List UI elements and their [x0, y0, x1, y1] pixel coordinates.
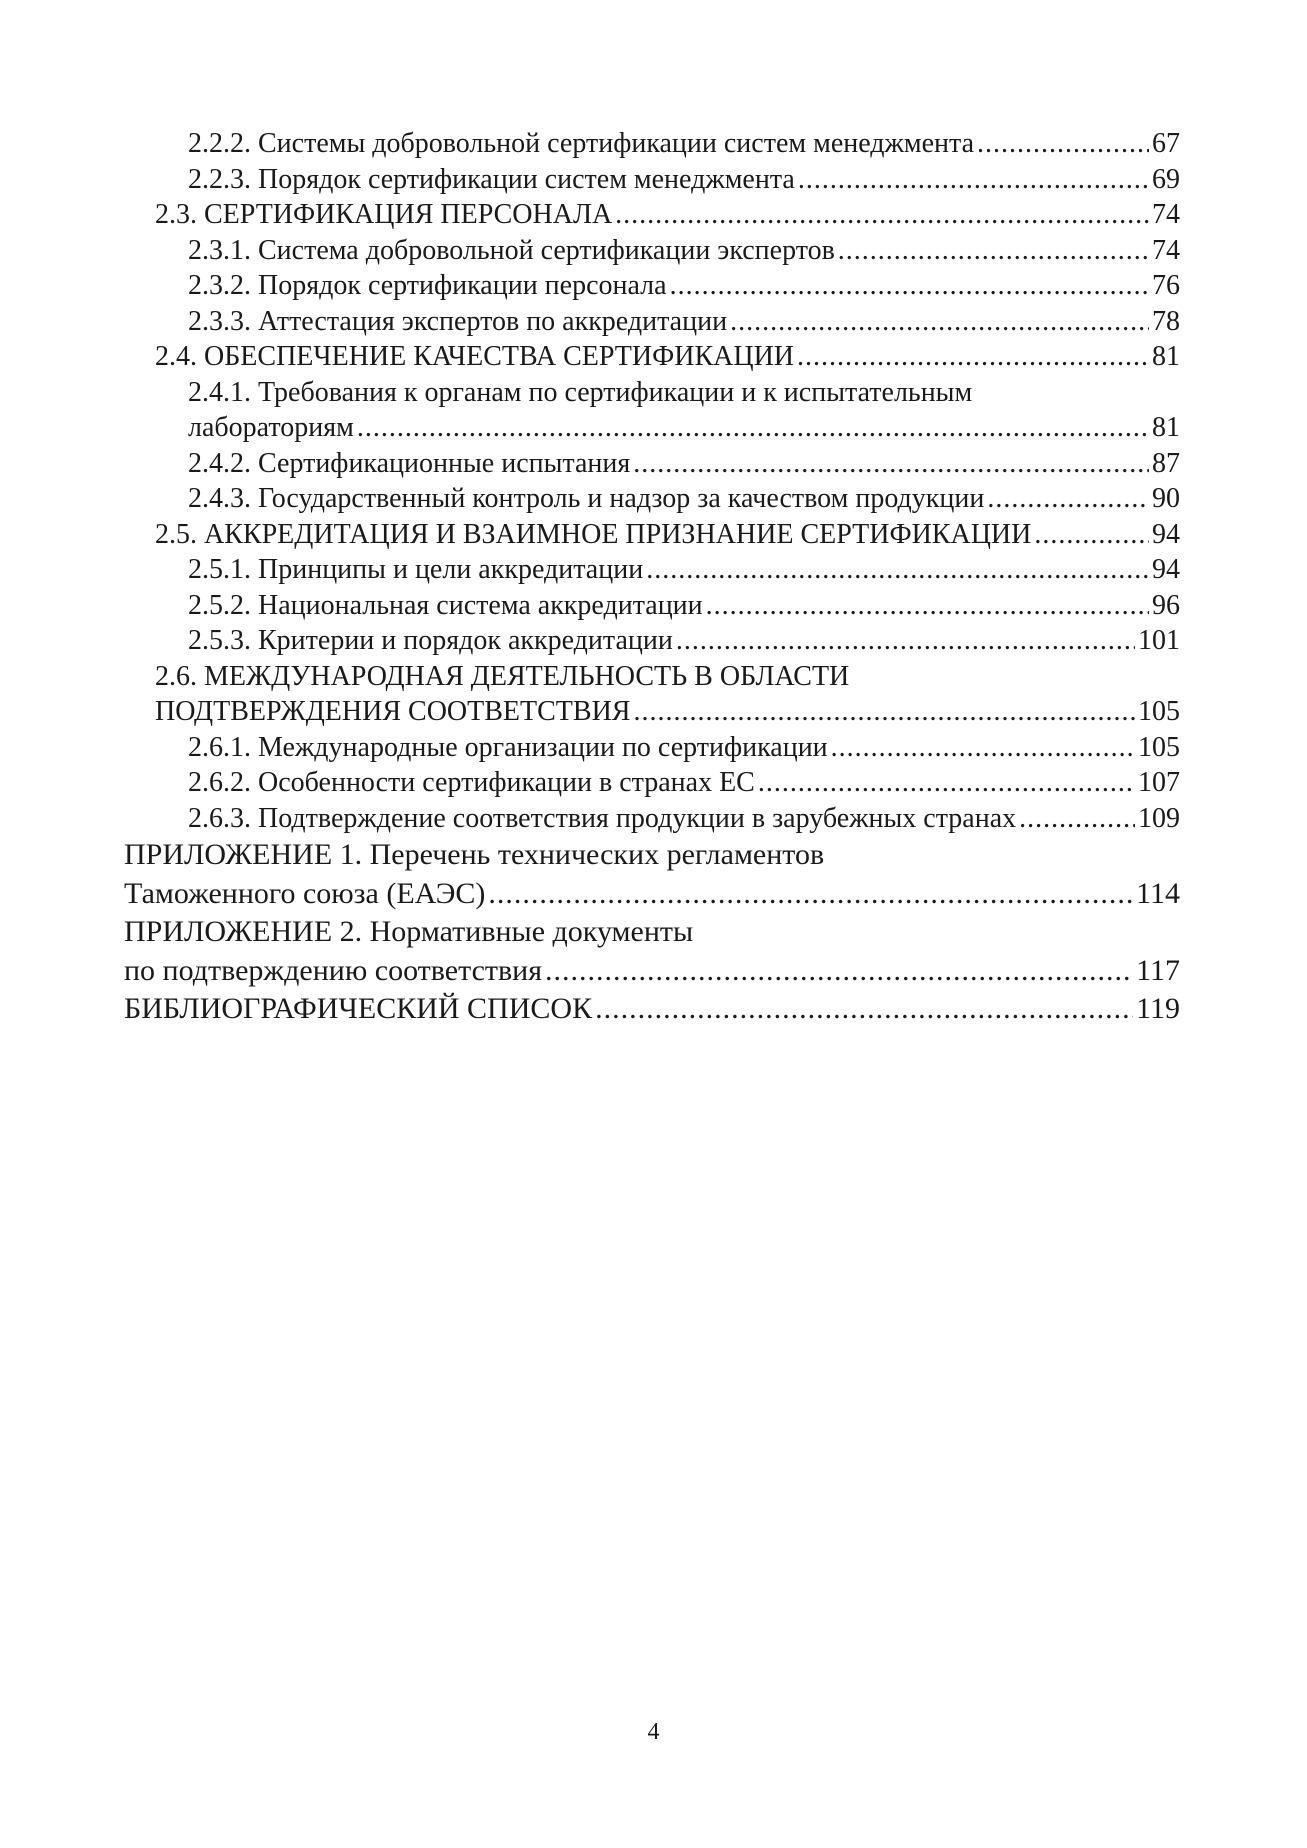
toc-entry-line — [188, 481, 1180, 517]
toc-entry-page-number: 74 — [1152, 199, 1180, 230]
toc-entry-page-number: 74 — [1152, 234, 1180, 266]
toc-entry-line — [188, 765, 1180, 801]
toc-entry-page-number: 78 — [1152, 305, 1180, 337]
dot-leader — [977, 126, 1149, 162]
toc-entry-title-line: 2.4.1. Требования к органам по сертификации и к испытательным — [188, 376, 973, 408]
toc-entry-title: 2.6.2. Особенности сертификации в странах ЕС — [188, 767, 755, 798]
toc-entry-page-number: 96 — [1152, 589, 1180, 621]
toc-entry-page-number: 90 — [1152, 483, 1180, 514]
dot-leader — [633, 694, 1135, 730]
toc-entry-line — [124, 952, 1180, 991]
toc-entry[interactable] — [124, 552, 1180, 588]
toc-entry[interactable] — [124, 162, 1180, 198]
toc-entry[interactable] — [124, 304, 1180, 340]
toc-entry-title: 2.5.2. Национальная система аккредитации — [188, 589, 703, 621]
toc-entry-page-number: 105 — [1138, 696, 1180, 727]
toc-entry-title: 2.5.1. Принципы и цели аккредитации — [188, 554, 644, 585]
toc-entry[interactable] — [124, 233, 1180, 269]
toc-entry-title: 2.6.3. Подтверждение соответствия продукции в зарубежных странах — [188, 802, 1017, 834]
dot-leader — [357, 410, 1149, 446]
dot-leader — [676, 623, 1135, 659]
toc-entry-title: 2.2.3. Порядок сертификации систем менеджмента — [188, 163, 795, 195]
dot-leader — [987, 481, 1149, 517]
toc-entry-line — [188, 552, 1180, 588]
toc-entry[interactable] — [124, 588, 1180, 624]
toc-entry-page-number: 119 — [1136, 992, 1180, 1025]
toc-entry[interactable] — [124, 623, 1180, 659]
toc-entry[interactable] — [124, 517, 1180, 553]
toc-entry-page-number: 76 — [1152, 270, 1180, 301]
toc-entry-line — [188, 588, 1180, 624]
toc-entry-title: 2.2.2. Системы добровольной сертификации систем менеджмента — [188, 128, 975, 159]
toc-entry-line — [188, 446, 1180, 482]
dot-leader — [706, 588, 1149, 624]
toc-entry-line — [188, 623, 1180, 659]
toc-entry-title: 2.4.3. Государственный контроль и надзор за качеством продукции — [188, 483, 985, 514]
toc-entry-line — [188, 730, 1180, 766]
toc-entry-page-number: 105 — [1138, 731, 1180, 763]
dot-leader — [633, 446, 1149, 482]
toc-entry-title: по подтверждению соответствия — [124, 953, 543, 987]
toc-entry[interactable] — [124, 990, 1180, 1029]
dot-leader — [1034, 517, 1149, 553]
toc-entry-title: 2.3.3. Аттестация экспертов по аккредитации — [188, 305, 728, 337]
toc-entry-line — [155, 339, 1180, 375]
toc-entry-page-number: 101 — [1138, 625, 1180, 656]
toc-entry-page-number: 81 — [1152, 412, 1180, 443]
toc-entry-title: ПОДТВЕРЖДЕНИЯ СООТВЕТСТВИЯ — [155, 696, 631, 727]
toc-entry-line — [155, 197, 1180, 233]
toc-entry-page-number: 87 — [1152, 447, 1180, 479]
toc-entry-line — [188, 801, 1180, 837]
toc-entry-line — [124, 875, 1180, 914]
toc-entry[interactable] — [124, 765, 1180, 801]
toc-entry-title: лабораториям — [188, 412, 354, 443]
toc-entry-page-number: 69 — [1152, 163, 1180, 195]
toc-entry[interactable] — [124, 836, 1180, 913]
dot-leader — [670, 268, 1149, 304]
toc-entry-title: Таможенного союза (ЕАЭС) — [124, 876, 486, 910]
toc-entry[interactable] — [124, 801, 1180, 837]
toc-entry-page-number: 94 — [1152, 518, 1180, 550]
toc-entry-line — [124, 990, 1180, 1029]
toc-entry[interactable] — [124, 197, 1180, 233]
dot-leader — [797, 339, 1149, 375]
toc-entry-line — [155, 517, 1180, 553]
dot-leader — [615, 197, 1149, 233]
toc-entry-title: 2.3.2. Порядок сертификации персонала — [188, 270, 667, 301]
toc-entry[interactable] — [124, 481, 1180, 517]
toc-entry-line — [188, 126, 1180, 162]
toc-entry[interactable] — [124, 913, 1180, 990]
toc-entry-page-number: 94 — [1152, 554, 1180, 585]
toc-entry-title: 2.4.2. Сертификационные испытания — [188, 447, 631, 479]
dot-leader — [838, 233, 1149, 269]
dot-leader — [730, 304, 1149, 340]
toc-entry-title: 2.5. АККРЕДИТАЦИЯ И ВЗАИМНОЕ ПРИЗНАНИЕ СЕРТИФИКАЦИИ — [155, 518, 1032, 550]
toc-entry-line — [188, 268, 1180, 304]
toc-entry-line — [188, 304, 1180, 340]
toc-entry-title: 2.3. СЕРТИФИКАЦИЯ ПЕРСОНАЛА — [155, 199, 613, 230]
dot-leader — [831, 730, 1135, 766]
dot-leader — [488, 875, 1133, 914]
toc-entry-title-line: ПРИЛОЖЕНИЕ 1. Перечень технических регламентов — [124, 838, 825, 871]
toc-entry[interactable] — [124, 375, 1180, 446]
toc-entry-page-number: 81 — [1152, 341, 1180, 372]
toc-entry[interactable] — [124, 659, 1180, 730]
toc-entry-page-number: 67 — [1152, 128, 1180, 159]
toc-entry-line — [155, 694, 1180, 730]
toc-entry-title: 2.3.1. Система добровольной сертификации экспертов — [188, 234, 835, 266]
toc-entry-title: БИБЛИОГРАФИЧЕСКИЙ СПИСОК — [124, 992, 593, 1025]
toc-entry-line — [188, 233, 1180, 269]
toc-entry-line — [188, 410, 1180, 446]
toc-entry-page-number: 107 — [1138, 767, 1180, 798]
dot-leader — [758, 765, 1135, 801]
dot-leader — [646, 552, 1149, 588]
toc-entry-title-line: ПРИЛОЖЕНИЕ 2. Нормативные документы — [124, 915, 694, 948]
toc-entry-title-line: 2.6. МЕЖДУНАРОДНАЯ ДЕЯТЕЛЬНОСТЬ В ОБЛАСТИ — [155, 660, 850, 692]
toc-entry-page-number: 109 — [1138, 802, 1180, 834]
toc-entry-title: 2.4. ОБЕСПЕЧЕНИЕ КАЧЕСТВА СЕРТИФИКАЦИИ — [155, 341, 795, 372]
toc-entry-title: 2.6.1. Международные организации по сертификации — [188, 731, 828, 763]
dot-leader — [595, 990, 1133, 1029]
toc-entry[interactable] — [124, 126, 1180, 162]
toc-entry-title: 2.5.3. Критерии и порядок аккредитации — [188, 625, 673, 656]
toc-entry-line — [188, 162, 1180, 198]
dot-leader — [1019, 801, 1135, 837]
table-of-contents — [124, 126, 1180, 1029]
toc-entry[interactable] — [124, 446, 1180, 482]
toc-entry-page-number: 117 — [1136, 953, 1180, 987]
toc-entry-page-number: 114 — [1136, 876, 1180, 910]
toc-entry[interactable] — [124, 730, 1180, 766]
dot-leader — [545, 952, 1133, 991]
dot-leader — [798, 162, 1149, 198]
toc-entry[interactable] — [124, 339, 1180, 375]
toc-entry[interactable] — [124, 268, 1180, 304]
page-number: 4 — [647, 1719, 660, 1745]
